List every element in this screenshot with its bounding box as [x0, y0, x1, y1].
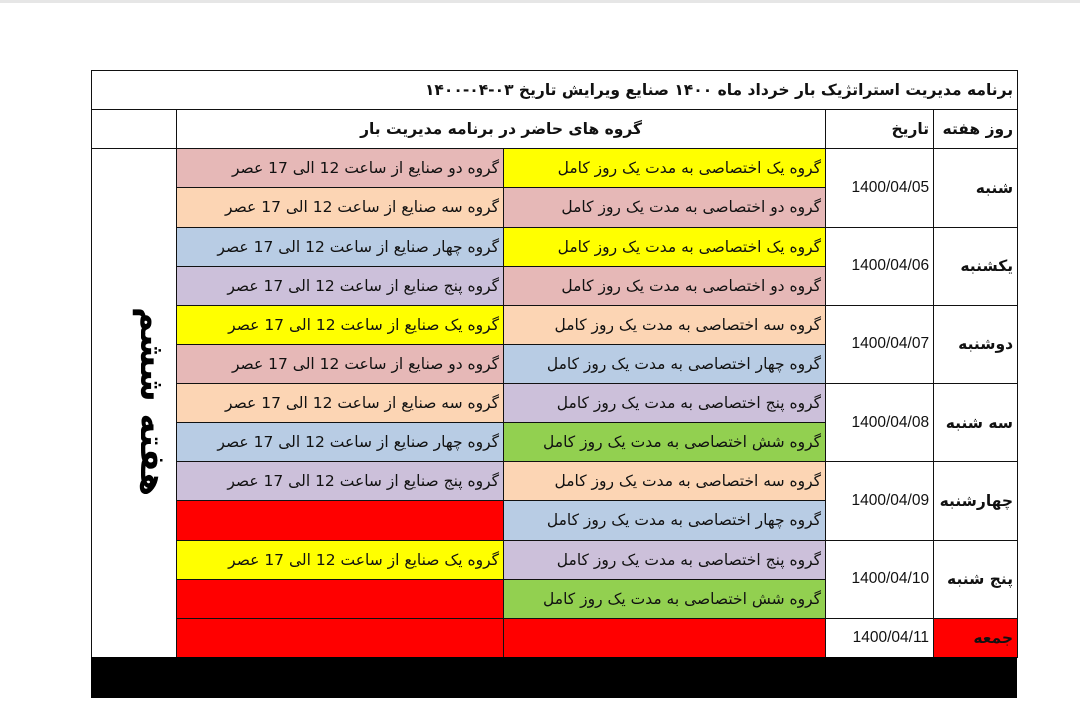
- friday-day-cell: جمعه: [934, 618, 1018, 657]
- date-cell: 1400/04/10: [826, 540, 934, 618]
- full-day-group-cell: گروه شش اختصاصی به مدت یک روز کامل: [504, 579, 826, 618]
- partial-group-cell: گروه دو صنایع از ساعت 12 الی 17 عصر: [177, 149, 504, 188]
- day-cell: یکشنبه: [934, 227, 1018, 305]
- friday-date-cell: 1400/04/11: [826, 618, 934, 657]
- date-cell: 1400/04/07: [826, 305, 934, 383]
- load-management-table: [91, 70, 1018, 658]
- friday-group-cell: [177, 618, 504, 657]
- partial-group-cell: گروه پنج صنایع از ساعت 12 الی 17 عصر: [177, 462, 504, 501]
- table-row: [92, 462, 1018, 501]
- partial-group-cell: گروه سه صنایع از ساعت 12 الی 17 عصر: [177, 188, 504, 227]
- header-blank: [92, 110, 177, 149]
- partial-group-cell: گروه دو صنایع از ساعت 12 الی 17 عصر: [177, 344, 504, 383]
- header-row: [92, 110, 1018, 149]
- friday-group-cell: [504, 618, 826, 657]
- date-cell: 1400/04/06: [826, 227, 934, 305]
- header-date: تاریخ: [826, 110, 934, 149]
- header-day: روز هفته: [934, 110, 1018, 149]
- full-day-group-cell: گروه پنج اختصاصی به مدت یک روز کامل: [504, 384, 826, 423]
- table-row: [92, 384, 1018, 423]
- week-label: هفته ششم: [132, 306, 173, 496]
- partial-group-cell: [177, 501, 504, 540]
- day-cell: سه شنبه: [934, 384, 1018, 462]
- top-divider: [0, 0, 1080, 3]
- day-cell: شنبه: [934, 149, 1018, 227]
- date-cell: 1400/04/09: [826, 462, 934, 540]
- partial-group-cell: گروه چهار صنایع از ساعت 12 الی 17 عصر: [177, 423, 504, 462]
- table-row: [92, 305, 1018, 344]
- title-row: [92, 71, 1018, 110]
- date-cell: 1400/04/05: [826, 149, 934, 227]
- partial-group-cell: گروه پنج صنایع از ساعت 12 الی 17 عصر: [177, 266, 504, 305]
- friday-row: [92, 618, 1018, 657]
- partial-group-cell: گروه سه صنایع از ساعت 12 الی 17 عصر: [177, 384, 504, 423]
- day-cell: پنج شنبه: [934, 540, 1018, 618]
- day-cell: دوشنبه: [934, 305, 1018, 383]
- table-title: برنامه مدیریت استراتژیک بار خرداد ماه ۱۴۰۰ صنایع ویرایش تاریخ ۰۳-۰۴-۱۴۰۰: [92, 71, 1018, 110]
- full-day-group-cell: گروه دو اختصاصی به مدت یک روز کامل: [504, 188, 826, 227]
- table-row: [92, 149, 1018, 188]
- full-day-group-cell: گروه یک اختصاصی به مدت یک روز کامل: [504, 149, 826, 188]
- full-day-group-cell: گروه دو اختصاصی به مدت یک روز کامل: [504, 266, 826, 305]
- header-groups: گروه های حاضر در برنامه مدیریت بار: [177, 110, 826, 149]
- week-cell: [92, 149, 177, 658]
- full-day-group-cell: گروه سه اختصاصی به مدت یک روز کامل: [504, 462, 826, 501]
- partial-group-cell: گروه یک صنایع از ساعت 12 الی 17 عصر: [177, 540, 504, 579]
- full-day-group-cell: گروه چهار اختصاصی به مدت یک روز کامل: [504, 344, 826, 383]
- partial-group-cell: گروه یک صنایع از ساعت 12 الی 17 عصر: [177, 305, 504, 344]
- table-row: [92, 540, 1018, 579]
- full-day-group-cell: گروه شش اختصاصی به مدت یک روز کامل: [504, 423, 826, 462]
- bottom-black-bar: [91, 657, 1017, 698]
- day-cell: چهارشنبه: [934, 462, 1018, 540]
- full-day-group-cell: گروه سه اختصاصی به مدت یک روز کامل: [504, 305, 826, 344]
- full-day-group-cell: گروه پنج اختصاصی به مدت یک روز کامل: [504, 540, 826, 579]
- partial-group-cell: [177, 579, 504, 618]
- full-day-group-cell: گروه چهار اختصاصی به مدت یک روز کامل: [504, 501, 826, 540]
- date-cell: 1400/04/08: [826, 384, 934, 462]
- table-row: [92, 227, 1018, 266]
- partial-group-cell: گروه چهار صنایع از ساعت 12 الی 17 عصر: [177, 227, 504, 266]
- full-day-group-cell: گروه یک اختصاصی به مدت یک روز کامل: [504, 227, 826, 266]
